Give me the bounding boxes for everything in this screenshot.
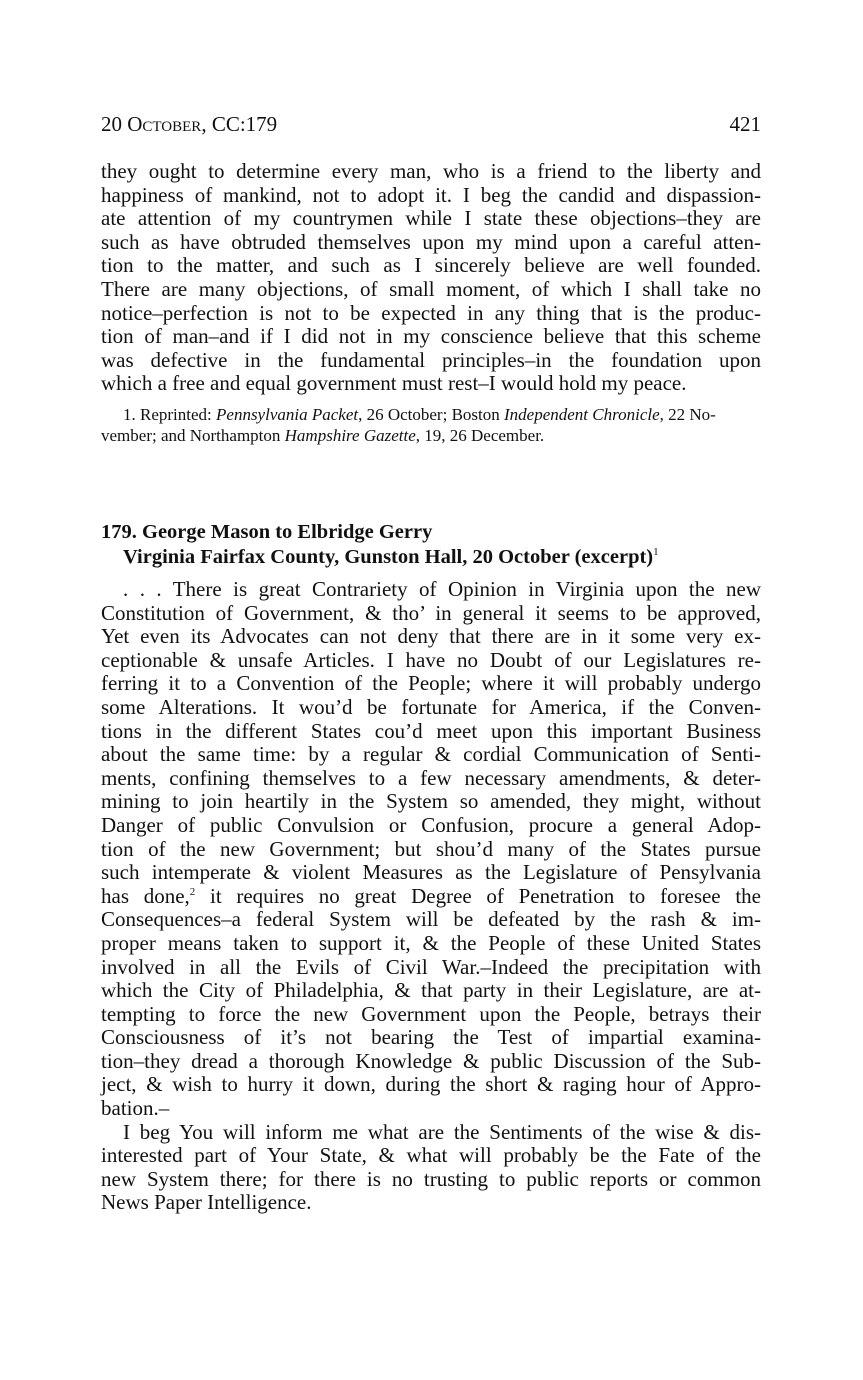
text-line: which the City of Philadelphia, & that party in their Legislature, are at- (101, 978, 761, 1003)
text-line: ate attention of my countrymen while I state these objections–they are (101, 206, 761, 231)
text-line: which a free and equal government must rest–I would hold my peace. (101, 371, 687, 396)
text-line: such intemperate & violent Measures as the Legislature of Pensylvania (101, 860, 761, 885)
text-line: notice–perfection is not to be expected in any thing that is the produc- (101, 300, 761, 325)
text-line: ceptionable & unsafe Articles. I have no Doubt of our Legislatures re- (101, 647, 761, 672)
text-line: ferring it to a Convention of the People; where it will probably undergo (101, 671, 761, 696)
text-line: tempting to force the new Government upon the People, betrays their (101, 1001, 761, 1026)
footnote-1-cont: vember; and Northampton Hampshire Gazette, 19, 26 December. (101, 426, 545, 445)
text-line: tion of man–and if I did not in my conscience believe that this scheme (101, 324, 761, 349)
text-line: Constitution of Government, & tho’ in general it seems to be approved, (101, 600, 761, 625)
text-line: bation.– (101, 1096, 170, 1121)
document-title: 179. George Mason to Elbridge Gerry (101, 521, 433, 543)
text-line: has done,$^2$ it requires no great Degree of Penetration to foresee the (101, 883, 761, 908)
text-line: mining to join heartily in the System so amended, they might, without (101, 789, 761, 814)
text-line: Consequences–a federal System will be defeated by the rash & im- (101, 907, 761, 932)
text-line: tions in the different States cou’d meet upon this important Business (101, 718, 761, 743)
text-line: was defective in the fundamental principles–in the foundation upon (101, 347, 761, 372)
publication-name: Pennsylvania Packet (216, 405, 359, 424)
document-heading (101, 520, 761, 570)
text-line: about the same time: by a regular & cordial Communication of Senti- (101, 742, 761, 767)
continuation-paragraph (101, 160, 761, 396)
text-line: involved in all the Evils of Civil War.–Indeed the precipitation with (101, 954, 761, 979)
text-line: ject, & wish to hurry it down, during the short & raging hour of Appro- (101, 1072, 761, 1097)
publication-name: Hampshire Gazette (284, 426, 416, 445)
footnote-ref-1[interactable]: 1 (653, 546, 659, 559)
running-head-reference: 20 October, CC:179 (101, 112, 278, 136)
footnote-ref-2[interactable]: 2 (189, 885, 196, 898)
text-line: Yet even its Advocates can not deny that there are in it some very ex- (101, 624, 761, 649)
text-line: some Alterations. It wou’d be fortunate for America, if the Conven- (101, 694, 761, 719)
footnote-1: 1. Reprinted: Pennsylvania Packet, 26 October; Boston Independent Chronicle, 22 No- (123, 405, 716, 424)
text-line: they ought to determine every man, who is a friend to the liberty and (101, 159, 761, 183)
text-line: News Paper Intelligence. (101, 1190, 312, 1215)
text-line: tion–they dread a thorough Knowledge & public Discussion of the Sub- (101, 1048, 761, 1073)
letter-body (101, 578, 761, 1215)
text-line: There are many objections, of small moment, of which I shall take no (101, 276, 761, 301)
running-head-month: October (127, 112, 202, 136)
running-head (101, 112, 761, 136)
text-line: Consciousness of it’s not bearing the Test of impartial examina- (101, 1025, 761, 1050)
text-line: proper means taken to support it, & the People of these United States (101, 930, 761, 955)
text-line: tion to the matter, and such as I sincerely believe are well founded. (101, 253, 761, 278)
text-line: interested part of Your State, & what will probably be the Fate of the (101, 1143, 761, 1168)
footnote (101, 404, 761, 446)
text-line: I beg You will inform me what are the Sentiments of the wise & dis- (123, 1119, 761, 1144)
text-line: new System there; for there is no trusting to public reports or common (101, 1166, 761, 1191)
text-line: Danger of public Convulsion or Confusion, procure a general Adop- (101, 812, 761, 837)
text-line: . . . There is great Contrariety of Opinion in Virginia upon the new (123, 577, 761, 601)
text-line: tion of the new Government; but shou’d many of the States pursue (101, 836, 761, 861)
text-line: ments, confining themselves to a few necessary amendments, & deter- (101, 765, 761, 790)
text-line: happiness of mankind, not to adopt it. I beg the candid and dispassion- (101, 182, 761, 207)
page-number: 421 (729, 112, 761, 136)
publication-name: Independent Chronicle (504, 405, 660, 424)
text-line: such as have obtruded themselves upon my mind upon a careful atten- (101, 229, 761, 254)
document-subtitle: Virginia Fairfax County, Gunston Hall, 20 October (excerpt)$^1$ (123, 546, 659, 568)
